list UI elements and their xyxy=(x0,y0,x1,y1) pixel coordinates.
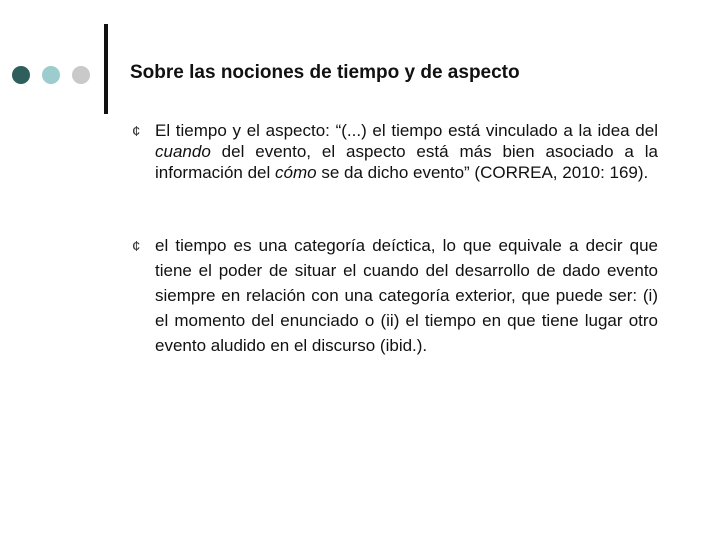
decor-dot-light-teal xyxy=(42,66,60,84)
bullet-1-segment: se da dicho evento” (CORREA, 2010: 169). xyxy=(316,163,649,182)
bullet-text-2 xyxy=(155,233,658,358)
bullet-marker-1: ¢ xyxy=(132,123,141,140)
bullet-marker-2: ¢ xyxy=(132,238,141,255)
bullet-2-segment: el tiempo es una categoría deíctica, lo que equivale a decir que tiene el poder de situar el cuando del desarrollo de dado evento siempre en relación con una categoría exterior, que puede ser: (i) el momento del enunciado o (ii) el tiempo en que tiene lugar otro evento aludido en el discurso (ibid.). xyxy=(155,236,658,355)
bullet-1-emphasis-como: cómo xyxy=(275,163,317,182)
decor-dot-dark xyxy=(12,66,30,84)
bullet-1-segment: El tiempo y el aspecto: “(...) el tiempo está vinculado a la idea del xyxy=(155,121,658,140)
slide-title: Sobre las nociones de tiempo y de aspecto xyxy=(130,62,520,83)
bullet-1-segment: del evento, el aspecto está más bien asociado a la información del xyxy=(155,142,658,182)
bullet-1-emphasis-cuando: cuando xyxy=(155,142,211,161)
decor-vertical-bar xyxy=(104,24,108,114)
bullet-text-1 xyxy=(155,120,658,183)
decor-dot-gray xyxy=(72,66,90,84)
